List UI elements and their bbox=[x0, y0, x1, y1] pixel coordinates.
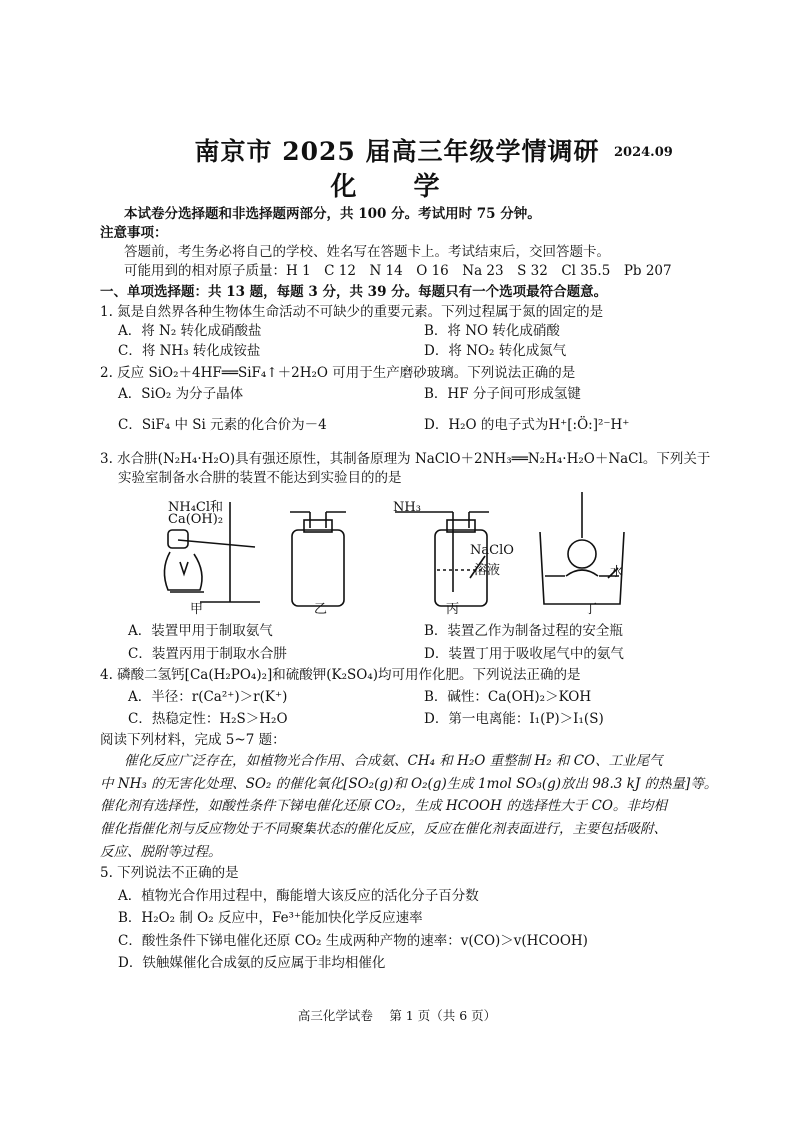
intro-line-1: 本试卷分选择题和非选择题两部分，共 100 分。考试用时 75 分钟。 bbox=[124, 206, 541, 222]
apparatus-yi-bottle bbox=[290, 512, 346, 606]
q5-stem: 5. 下列说法不正确的是 bbox=[100, 865, 239, 881]
exam-date: 2024.09 bbox=[614, 145, 673, 160]
reading-paragraph-1: 催化反应广泛存在，如植物光合作用、合成氨、CH₄ 和 H₂O 重整制 H₂ 和 CO、工业尾气 bbox=[124, 753, 663, 769]
reading-paragraph-2: 中 NH₃ 的无害化处理、SO₂ 的催化氧化[SO₂(g)和 O₂(g)生成 1mol SO₃(g)放出 98.3 kJ 的热量]等。 bbox=[100, 776, 718, 792]
fig-label-solution: 溶液 bbox=[474, 563, 501, 578]
q2-option-c: C．SiF₄ 中 Si 元素的化合价为－4 bbox=[118, 417, 327, 433]
q4-option-d: D．第一电离能：I₁(P)＞I₁(S) bbox=[424, 711, 604, 727]
page-footer: 高三化学试卷 第 1 页（共 6 页） bbox=[297, 1008, 497, 1023]
fig-label-caoh2: Ca(OH)₂ bbox=[168, 512, 224, 527]
subject-title: 化 学 bbox=[330, 172, 464, 202]
q2-option-b: B．HF 分子间可形成氢键 bbox=[424, 386, 581, 402]
apparatus-jia-heating bbox=[164, 502, 260, 602]
q3-stem-1: 3. 水合肼(N₂H₄·H₂O)具有强还原性，其制备原理为 NaClO＋2NH₃══N₂H₄·H₂O＋NaCl。下列关于 bbox=[100, 451, 711, 467]
q1-stem: 1. 氮是自然界各种生物体生命活动不可缺少的重要元素。下列过程属于氮的固定的是 bbox=[100, 304, 604, 320]
q5-option-b: B．H₂O₂ 制 O₂ 反应中，Fe³⁺能加快化学反应速率 bbox=[118, 910, 423, 926]
reading-paragraph-3: 催化剂有选择性，如酸性条件下锑电催化还原 CO₂，生成 HCOOH 的选择性大于 CO。非均相 bbox=[100, 798, 667, 814]
intro-line-2: 答题前，考生务必将自己的学校、姓名写在答题卡上。考试结束后，交回答题卡。 bbox=[124, 244, 610, 260]
q1-option-d: D．将 NO₂ 转化成氮气 bbox=[424, 343, 567, 359]
q2-stem: 2. 反应 SiO₂＋4HF══SiF₄↑＋2H₂O 可用于生产磨砂玻璃。下列说法正确的是 bbox=[100, 365, 576, 381]
q3-stem-2: 实验室制备水合肼的装置不能达到实验目的的是 bbox=[118, 470, 402, 486]
reading-intro: 阅读下列材料，完成 5~7 题： bbox=[100, 732, 286, 748]
q4-stem: 4. 磷酸二氢钙[Ca(H₂PO₄)₂]和硫酸钾(K₂SO₄)均可用作化肥。下列说法正确的是 bbox=[100, 667, 581, 683]
q2-option-d: D．H₂O 的电子式为H⁺[:Ö:]²⁻H⁺ bbox=[424, 417, 630, 433]
fig-label-nh4cl: NH₄Cl和 bbox=[168, 500, 224, 515]
q3-apparatus-figure bbox=[140, 492, 660, 616]
label-yi: 乙 bbox=[314, 602, 328, 617]
reading-paragraph-5: 反应、脱附等过程。 bbox=[100, 844, 222, 860]
apparatus-ding-beaker bbox=[540, 492, 624, 604]
notice-label: 注意事项： bbox=[100, 225, 168, 241]
q3-option-c: C．装置丙用于制取水合肼 bbox=[128, 646, 287, 662]
q2-option-a: A．SiO₂ 为分子晶体 bbox=[118, 386, 244, 402]
label-bing: 丙 bbox=[446, 602, 460, 617]
page-title: 南京市 2025 届高三年级学情调研 bbox=[194, 137, 600, 166]
q5-option-d: D．铁触媒催化合成氨的反应属于非均相催化 bbox=[118, 955, 386, 971]
label-ding: 丁 bbox=[584, 602, 598, 617]
q3-option-a: A．装置甲用于制取氨气 bbox=[128, 623, 273, 639]
q4-option-a: A．半径：r(Ca²⁺)＞r(K⁺) bbox=[128, 689, 288, 705]
q1-option-a: A．将 N₂ 转化成硝酸盐 bbox=[118, 323, 262, 339]
q4-option-c: C．热稳定性：H₂S＞H₂O bbox=[128, 711, 288, 727]
q4-option-b: B．碱性：Ca(OH)₂＞KOH bbox=[424, 689, 592, 705]
q1-option-c: C．将 NH₃ 转化成铵盐 bbox=[118, 343, 261, 359]
q5-option-c: C．酸性条件下锑电催化还原 CO₂ 生成两种产物的速率：v(CO)＞v(HCOOH) bbox=[118, 933, 588, 949]
apparatus-bing-bottle bbox=[395, 512, 489, 606]
label-jia: 甲 bbox=[190, 602, 204, 617]
fig-label-nh3: NH₃ bbox=[393, 500, 421, 515]
q1-option-b: B．将 NO 转化成硝酸 bbox=[424, 323, 560, 339]
section-heading: 一、单项选择题：共 13 题，每题 3 分，共 39 分。每题只有一个选项最符合题意。 bbox=[100, 284, 608, 300]
reading-paragraph-4: 催化指催化剂与反应物处于不同聚集状态的催化反应，反应在催化剂表面进行，主要包括吸附、 bbox=[100, 821, 667, 837]
q3-option-b: B．装置乙作为制备过程的安全瓶 bbox=[424, 623, 623, 639]
fig-label-water: 水 bbox=[610, 565, 624, 580]
q5-option-a: A．植物光合作用过程中，酶能增大该反应的活化分子百分数 bbox=[118, 888, 479, 904]
atomic-mass-line: 可能用到的相对原子质量：H 1 C 12 N 14 O 16 Na 23 S 32 Cl 35.5 Pb 207 bbox=[124, 263, 672, 279]
q3-option-d: D．装置丁用于吸收尾气中的氨气 bbox=[424, 646, 624, 662]
fig-label-naclo: NaClO bbox=[470, 543, 514, 558]
